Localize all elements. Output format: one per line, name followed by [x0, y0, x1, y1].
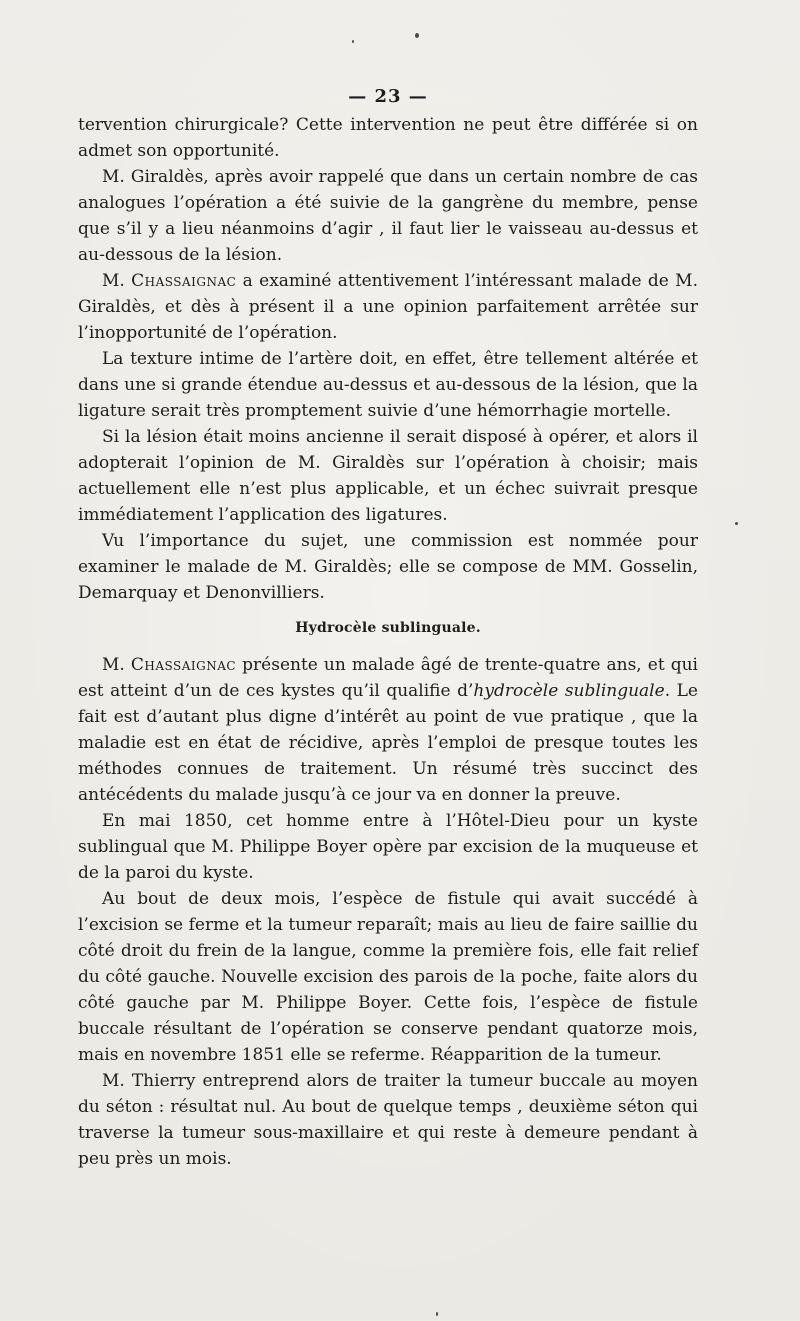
- emphasis-text: hydrocèle sublinguale: [473, 681, 665, 701]
- paragraph-text: présente un malade âgé de trente-quatre ans, et qui est atteint d’un de ces kystes qu’il qualifie d’: [78, 655, 698, 701]
- paragraph: [78, 268, 698, 346]
- paragraph: [78, 346, 698, 424]
- paragraph: [78, 112, 698, 164]
- paper-speck: [352, 40, 354, 43]
- section-heading: Hydrocèle sublinguale.: [295, 620, 481, 636]
- author-name: Chassaignac: [130, 655, 237, 675]
- paragraph-text: La texture intime de l’artère doit, en effet, être tellement altérée et dans une si grande étendue au-dessus et au-dessous de la lésion, que la ligature serait très promptement suivie d’une hémorrhagie mortelle.: [78, 349, 698, 421]
- body-before-heading: [78, 112, 698, 606]
- paper-speck: [735, 522, 738, 525]
- paragraph-text: Au bout de deux mois, l’espèce de fistule qui avait succédé à l’excision se ferme et la tumeur reparaît; mais au lieu de faire saillie du côté droit du frein de la langue, comme la première fois, elle fait relief du côté gauche. Nouvelle excision des parois de la poche, faite alors du côté gauche par M. Philippe Boyer. Cette fois, l’espèce de fistule buccale résultant de l’opération se conserve pendant quatorze mois, mais en novembre 1851 elle se referme. Réapparition de la tumeur.: [78, 889, 698, 1065]
- paragraph: [78, 164, 698, 268]
- page-text: [78, 82, 698, 1172]
- paragraph-text: M. Giraldès, après avoir rappelé que dans un certain nombre de cas analogues l’opération a été suivie de la gangrène du membre, pense que s’il y a lieu néanmoins d’agir , il faut lier le vaisseau au-dessus et au-dessous de la lésion.: [78, 167, 698, 265]
- paragraph-text: M. Thierry entreprend alors de traiter la tumeur buccale au moyen du séton : résultat nul. Au bout de quelque temps , deuxième séton qui traverse la tumeur sous-maxillaire et qui reste à demeure pendant à peu près un mois.: [78, 1071, 698, 1169]
- paragraph: [78, 424, 698, 528]
- paragraph-text: M.: [102, 271, 132, 291]
- paragraph-text: tervention chirurgicale? Cette intervention ne peut être différée si on admet son opportunité.: [78, 115, 698, 161]
- body-after-heading: [78, 652, 698, 1172]
- paragraph: [78, 886, 698, 1068]
- paragraph: [78, 808, 698, 886]
- paragraph-text: Si la lésion était moins ancienne il serait disposé à opérer, et alors il adopterait l’opinion de M. Giraldès sur l’opération à choisir; mais actuellement elle n’est plus applicable, et un échec suivrait presque immédiatement l’application des ligatures.: [78, 427, 698, 525]
- paper-speck: [415, 33, 419, 38]
- paragraph-text: Vu l’importance du sujet, une commission est nommée pour examiner le malade de M. Giraldès; elle se compose de MM. Gosselin, Demarquay et Denonvilliers.: [78, 531, 698, 603]
- paper-speck: [436, 1312, 438, 1316]
- page-number: — 23 —: [348, 86, 428, 107]
- paragraph: [78, 652, 698, 808]
- paragraph-text: M.: [102, 655, 131, 675]
- paragraph-text: En mai 1850, cet homme entre à l’Hôtel-Dieu pour un kyste sublingual que M. Philippe Boyer opère par excision de la muqueuse et de la paroi du kyste.: [78, 811, 698, 883]
- paragraph: [78, 1068, 698, 1172]
- paragraph-text: a examiné attentivement l’intéressant malade de M. Giraldès, et dès à présent il a une opinion parfaitement arrêtée sur l’inopportunité de l’opération.: [78, 271, 698, 343]
- paragraph: [78, 528, 698, 606]
- author-name: Chassaignac: [131, 271, 237, 291]
- paragraph-text: . Le fait est d’autant plus digne d’intérêt au point de vue pratique , que la maladie est en état de récidive, après l’emploi de presque toutes les méthodes connues de traitement. Un résumé très succinct des antécédents du malade jusqu’à ce jour va en donner la preuve.: [78, 681, 698, 805]
